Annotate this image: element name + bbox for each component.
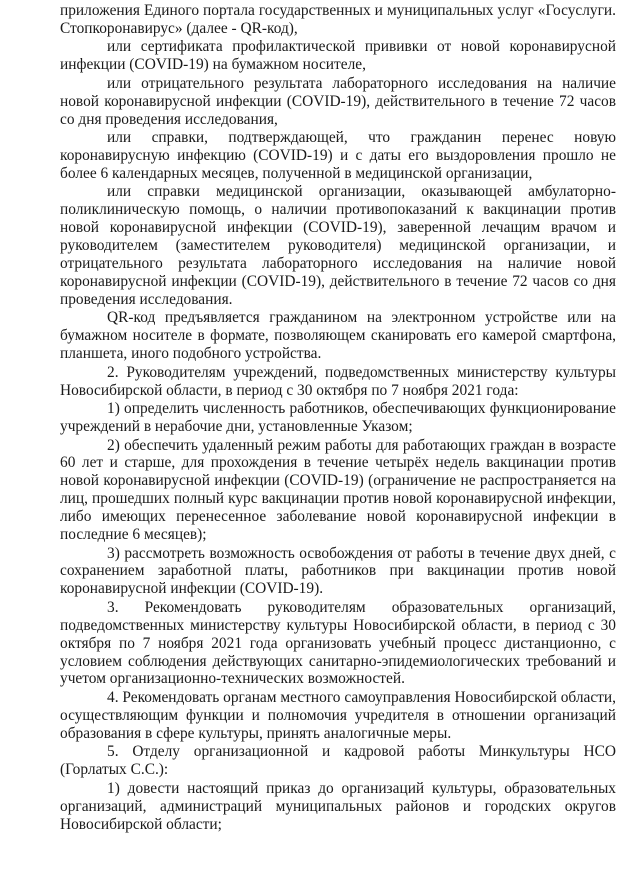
paragraph-item-2-2: 2) обеспечить удаленный режим работы для работающих граждан в возрасте 60 лет и старше, для прохождения в течение четырёх недель вакцинации против новой коронавирусной инфекции (COVID-19) (ограничение не распространяется на лиц, прошедших полный курс вакцинации против новой коронавирусной инфекции, либо имеющих перенесенное заболевание новой коронавирусной инфекции в последние 6 месяцев); [60,436,616,544]
paragraph-item-2-3: 3) рассмотреть возможность освобождения от работы в течение двух дней, с сохранением заработной платы, работников при вакцинации против новой коронавирусной инфекции (COVID-19). [60,544,616,598]
paragraph-item-5: 5. Отделу организационной и кадровой работы Минкультуры НСО (Горлатых С.С.): [60,743,616,779]
paragraph-item-5-1: 1) довести настоящий приказ до организаций культуры, образовательных организаций, администраций муниципальных районов и городских округов Новосибирской области; [60,779,616,833]
paragraph-item-4: 4. Рекомендовать органам местного самоуправления Новосибирской области, осуществляющим функции и полномочия учредителя в отношении организаций образования в сфере культуры, принять аналогичные меры. [60,688,616,742]
paragraph-item-2-1: 1) определить численность работников, обеспечивающих функционирование учреждений в нерабочие дни, установленные Указом; [60,400,616,435]
paragraph-item-2: 2. Руководителям учреждений, подведомственных министерству культуры Новосибирской области, в период с 30 октября по 7 ноября 2021 года: [60,363,616,399]
paragraph-qr-presentation: QR-код предъявляется гражданином на электронном устройстве или на бумажном носителе в формате, позволяющем сканировать его камерой смартфона, планшета, иного подобного устройства. [60,309,616,363]
paragraph-vaccination-certificate: или сертификата профилактической прививки от новой коронавирусной инфекции (COVID-19) на бумажном носителе, [60,38,616,74]
paragraph-item-3: 3. Рекомендовать руководителям образовательных организаций, подведомственных министерству культуры Новосибирской области, в период с 30 октября по 7 ноября 2021 года организовать учебный процесс дистанционно, с условием соблюдения действующих санитарно-эпидемиологических требований и учетом организационно-технических возможностей. [60,598,616,688]
paragraph-qr-code-portal: приложения Единого портала государственных и муниципальных услуг «Госуслуги. Стопкоронавирус» (далее - QR-код), [60,2,616,37]
paragraph-contraindication-certificate: или справки медицинской организации, оказывающей амбулаторно-поликлиническую помощь, о наличии противопоказаний к вакцинации против новой коронавирусной инфекции (COVID-19), заверенной лечащим врачом и руководителем (заместителем руководителя) медицинской организации, и отрицательного результата лабораторного исследования на наличие новой коронавирусной инфекции (COVID-19), действительного в течение 72 часов со дня проведения исследования. [60,183,616,308]
paragraph-negative-test: или отрицательного результата лабораторного исследования на наличие новой коронавирусной инфекции (COVID-19), действительного в течение 72 часов со дня проведения исследования, [60,74,616,128]
paragraph-recovery-certificate: или справки, подтверждающей, что гражданин перенес новую коронавирусную инфекцию (COVID-19) и с даты его выздоровления прошло не более 6 календарных месяцев, полученной в медицинской организации, [60,129,616,182]
